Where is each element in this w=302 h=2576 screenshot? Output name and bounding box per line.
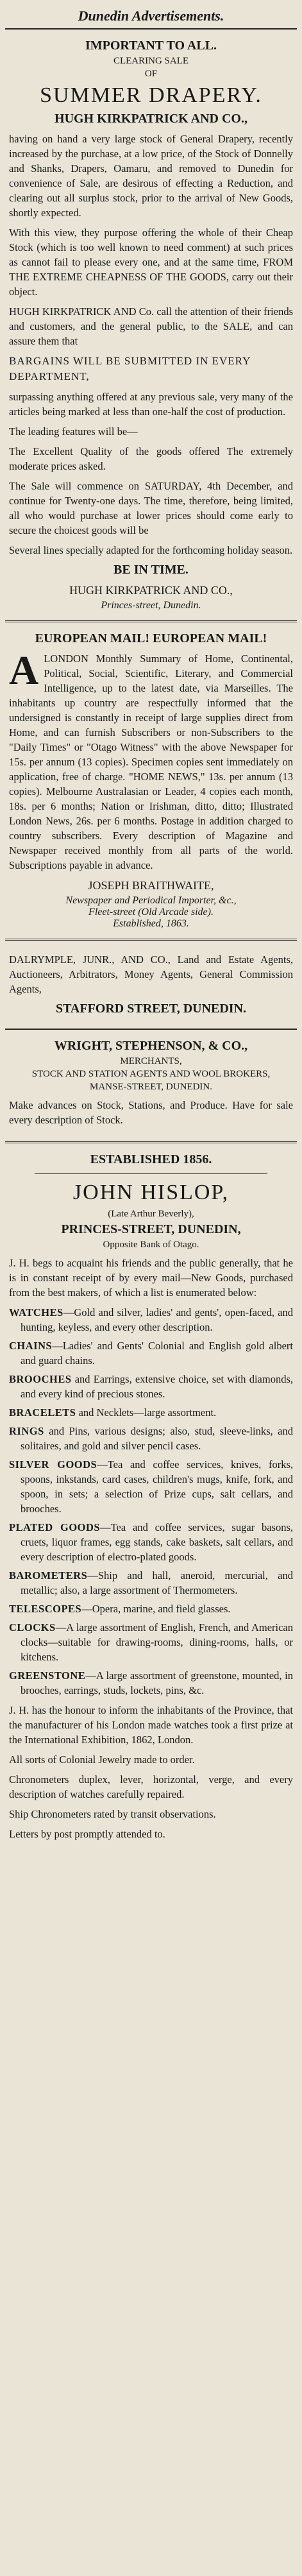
goods-list-item — [9, 1620, 293, 1664]
ad-paragraph: DALRYMPLE, JUNR., AND CO., Land and Estate Agents, Auctioneers, Arbitrators, Money Agents, General Commission Agents, — [9, 953, 293, 995]
ad-summer-drapery — [5, 30, 297, 622]
ad-paragraph: HUGH KIRKPATRICK AND Co. call the attention of their friends and customers, and the general public, to the SALE, and can assure them that — [9, 305, 293, 347]
ad-paragraph: Make advances on Stock, Stations, and Produce. Have for sale every description of Stock. — [9, 1099, 293, 1126]
goods-description: —Gold and silver, ladies' and gents', open-faced, and hunting, keyless, and every other description. — [21, 1306, 293, 1333]
firm-name: HUGH KIRKPATRICK AND CO., — [55, 112, 247, 126]
goods-description: and Pins, various designs; also, stud, sleeve-links, and solitaires, and gold and silver pencil cases. — [21, 1425, 293, 1452]
goods-list-item — [9, 1457, 293, 1516]
ad-body: LONDON Monthly Summary of Home, Continental, Political, Social, Scientific, Literary, and Commercial Intelligence, up to the latest date, via Marseilles. The inhabitants up country are respectfully informed that the undersigned is constantly in receipt of large supplies direct from Home, and can furnish Subscribers or non-Subscribers to the "Daily Times" or "Otago Witness" with the above Newspaper for 15s. per annum (13 copies). Specimen copies sent immediately on application, free of charge. "HOME NEWS," 13s. per annum (13 copies). Melbourne Australasian or Leader, 4 copies each month, 18s. per 6 months; Nation or Irishman, ditto, ditto; Illustrated London News, 26s. per 6 months. Postage in addition charged to country subscribers. Every description of Magazine and Newspaper received monthly from all parts of the world. Subscriptions payable in advance. — [9, 653, 293, 871]
ad-subhead: (Late Arthur Beverly), — [108, 1209, 194, 1219]
ad-paragraph: Chronometers duplex, lever, horizontal, verge, and every description of watches carefully repaired. — [9, 1773, 293, 1800]
goods-description: —Opera, marine, and field glasses. — [81, 1603, 231, 1615]
goods-list-item — [9, 1424, 293, 1453]
goods-list-item — [9, 1305, 293, 1335]
goods-category: BAROMETERS — [9, 1569, 88, 1582]
goods-list — [9, 1305, 293, 1698]
goods-category: CLOCKS — [9, 1621, 56, 1633]
ad-headline: EUROPEAN MAIL! EUROPEAN MAIL! — [35, 631, 267, 645]
goods-description: —Ladies' and Gents' Colonial and English gold albert and guard chains. — [21, 1340, 293, 1367]
goods-description: and Necklets—large assortment. — [76, 1406, 217, 1419]
ad-signature: HUGH KIRKPATRICK AND CO., — [69, 584, 233, 597]
goods-category: BROOCHES — [9, 1373, 72, 1385]
ad-paragraph: Ship Chronometers rated by transit observations. — [9, 1808, 216, 1820]
ad-callout: BE IN TIME. — [113, 563, 189, 577]
ad-john-hislop — [5, 1143, 297, 1855]
ad-paragraph: Several lines specially adapted for the forthcoming holiday season. — [9, 544, 293, 556]
goods-description: —Tea and coffee services, sugar basons, cruets, liquor frames, egg stands, cake baskets, salt cellars, and every description of electro-plated goods. — [21, 1521, 294, 1563]
goods-list-item — [9, 1338, 293, 1368]
ad-address: STAFFORD STREET, DUNEDIN. — [55, 1002, 247, 1016]
ad-paragraph: having on hand a very large stock of General Drapery, recently increased by the purchase, at a low price, of the Stock of Donnelly and Shanks, Drapers, Oamaru, and removed to Dunedin for convenience of Sale, are desirous of effecting a Reduction, and clearing out all surplus stock, prior to the arrival of New Goods, shortly expected. — [9, 133, 293, 219]
goods-list-item — [9, 1668, 293, 1698]
ad-subhead: STOCK AND STATION AGENTS AND WOOL BROKERS, — [31, 1069, 271, 1079]
goods-category: PLATED GOODS — [9, 1521, 101, 1533]
goods-category: RINGS — [9, 1425, 44, 1437]
ad-subhead: Opposite Bank of Otago. — [103, 1240, 199, 1250]
ad-paragraph: All sorts of Colonial Jewelry made to order. — [9, 1753, 195, 1766]
ad-paragraph: Letters by post promptly attended to. — [9, 1828, 165, 1840]
newspaper-page — [5, 5, 297, 2566]
goods-description: —Ship and hall, aneroid, mercurial, and metallic; also, a large assortment of Thermometers. — [21, 1569, 293, 1596]
ad-established: ESTABLISHED 1856. — [90, 1152, 212, 1166]
ad-signature: JOSEPH BRAITHWAITE, — [88, 879, 214, 892]
ad-dalrymple — [5, 941, 297, 1030]
ad-paragraph: surpassing anything offered at any previous sale, very many of the articles being marked at less than one-half the cost of production. — [9, 391, 293, 418]
ad-headline: IMPORTANT TO ALL. — [85, 38, 217, 53]
ad-sig-line: Newspaper and Periodical Importer, &c., — [65, 895, 237, 906]
ad-address: Princes-street, Dunedin. — [101, 600, 201, 611]
divider — [35, 1173, 267, 1174]
ad-sig-line: Established, 1863. — [113, 918, 189, 929]
ad-paragraph: The Sale will commence on SATURDAY, 4th December, and continue for Twenty-one days. The time, therefore, being limited, all who would purchase at lower prices should come early to secure the choicest goods will be — [9, 480, 293, 536]
goods-category: SILVER GOODS — [9, 1458, 97, 1471]
ad-paragraph — [9, 647, 293, 873]
goods-list-item — [9, 1568, 293, 1598]
ad-title: SUMMER DRAPERY. — [40, 83, 262, 107]
goods-description: and Earrings, extensive choice, set with diamonds, and every kind of precious stones. — [21, 1373, 293, 1400]
goods-list-item — [9, 1405, 293, 1420]
goods-category: WATCHES — [9, 1306, 63, 1318]
ad-subhead: CLEARING SALE — [113, 56, 189, 66]
firm-name: WRIGHT, STEPHENSON, & CO., — [54, 1039, 248, 1053]
ad-paragraph: J. H. has the honour to inform the inhabitants of the Province, that the manufacturer of his London made watches took a first prize at the International Exhibition, 1862, London. — [9, 1704, 293, 1746]
ad-caps-paragraph: BARGAINS WILL BE SUBMITTED IN EVERY DEPARTMENT, — [9, 355, 251, 382]
goods-category: BRACELETS — [9, 1406, 76, 1419]
goods-list-item — [9, 1372, 293, 1401]
ad-sig-line: Fleet-street (Old Arcade side). — [88, 907, 214, 917]
ad-title: JOHN HISLOP, — [72, 1181, 230, 1204]
goods-category: CHAINS — [9, 1340, 53, 1352]
ad-subhead: MERCHANTS, — [120, 1056, 182, 1066]
ad-wright-stephenson — [5, 1030, 297, 1143]
ad-european-mail — [5, 622, 297, 941]
ad-address: PRINCES-STREET, DUNEDIN, — [61, 1222, 241, 1236]
goods-description: —A large assortment of English, French, and American clocks—suitable for drawing-rooms, dining-rooms, halls, or kitchens. — [21, 1621, 293, 1663]
ad-paragraph: The leading features will be— — [9, 425, 138, 438]
goods-list-item — [9, 1601, 293, 1616]
ad-subhead-of: OF — [144, 69, 158, 79]
goods-category: TELESCOPES — [9, 1603, 82, 1615]
ad-paragraph: With this view, they purpose offering the whole of their Cheap Stock (which is too well known to need comment) at such prices as cannot fail to please every one, and at the same time, FROM THE EXTREME CHEAPNESS OF THE GOODS, carry out their object. — [9, 226, 293, 298]
goods-list-item — [9, 1520, 293, 1564]
goods-description: —A large assortment of greenstone, mounted, in brooches, earrings, studs, lockets, pins, &c. — [21, 1669, 293, 1696]
drop-cap: A — [9, 647, 39, 693]
ad-address: MANSE-STREET, DUNEDIN. — [90, 1082, 212, 1092]
ad-paragraph: J. H. begs to acquaint his friends and the public generally, that he is in constant receipt of by every mail—New Goods, purchased from the best makers, of which a list is enumerated below: — [9, 1257, 293, 1299]
section-header: Dunedin Advertisements. — [5, 5, 297, 30]
ad-paragraph: The Excellent Quality of the goods offered The extremely moderate prices asked. — [9, 445, 293, 472]
goods-category: GREENSTONE — [9, 1669, 86, 1682]
goods-description: —Tea and coffee services, knives, forks, spoons, inkstands, card cases, children's mugs, knife, fork, and spoon, in sets; a selection of Prize cups, salt cellars, and brooches. — [21, 1458, 293, 1515]
